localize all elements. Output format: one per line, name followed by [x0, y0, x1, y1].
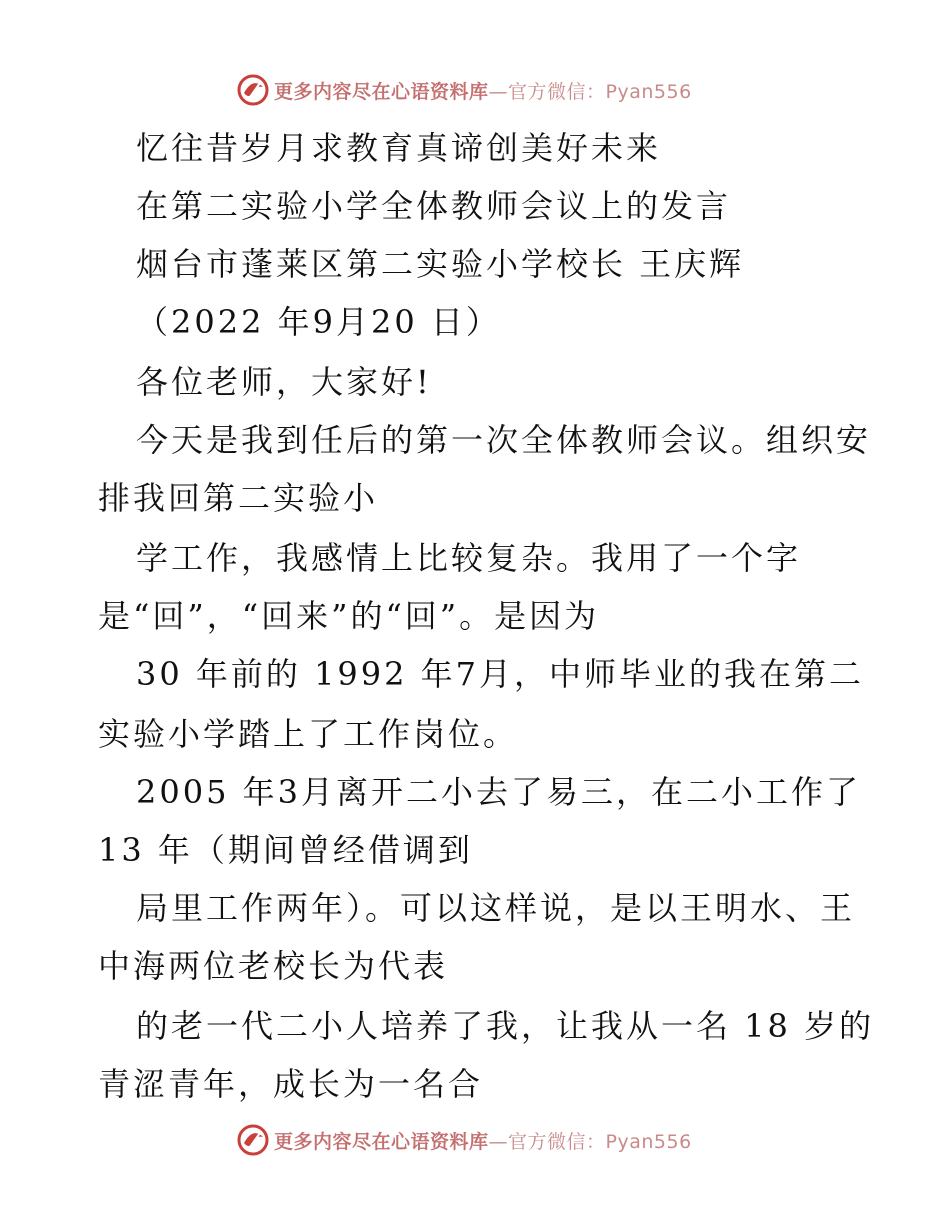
banner-brand: 更多内容尽在心语资料库 [274, 80, 489, 103]
header-banner [236, 72, 692, 108]
paragraph-line: 是“回”，“回来”的“回”。是因为 [98, 597, 600, 635]
paragraph-line: 的老一代二小人培养了我，让我从一名 18 岁的 [136, 1007, 875, 1045]
banner-wechat: —官方微信：Pyan556 [488, 1130, 692, 1153]
banner-text [274, 1127, 692, 1154]
banner-brand: 更多内容尽在心语资料库 [274, 1130, 489, 1153]
paragraph-line: 实验小学踏上了工作岗位。 [98, 715, 519, 753]
paragraph-line: 排我回第二实验小 [98, 479, 379, 517]
paragraph-line: 今天是我到任后的第一次全体教师会议。组织安 [136, 421, 872, 459]
red-swirl-logo-icon [236, 1123, 270, 1157]
paragraph-line: 30 年前的 1992 年7月，中师毕业的我在第二 [136, 655, 865, 693]
paragraph-line: 局里工作两年）。可以这样说，是以王明水、王 [136, 889, 856, 927]
doc-subtitle: 在第二实验小学全体教师会议上的发言 [136, 187, 732, 225]
banner-text [274, 77, 692, 104]
red-swirl-logo-icon [236, 73, 270, 107]
doc-date: （2022 年9月20 日） [136, 303, 501, 341]
banner-wechat: —官方微信：Pyan556 [488, 80, 692, 103]
paragraph-line: 各位老师，大家好! [136, 363, 432, 401]
paragraph-line: 青涩青年，成长为一名合 [98, 1065, 484, 1103]
paragraph-line: 学工作，我感情上比较复杂。我用了一个字 [136, 539, 802, 577]
paragraph-line: 13 年（期间曾经借调到 [98, 831, 473, 869]
doc-author: 烟台市蓬莱区第二实验小学校长 王庆辉 [136, 245, 745, 283]
paragraph-line: 2005 年3月离开二小去了易三，在二小工作了 [136, 773, 861, 811]
footer-banner [236, 1122, 692, 1158]
doc-title: 忆往昔岁月求教育真谛创美好未来 [136, 129, 662, 167]
paragraph-line: 中海两位老校长为代表 [98, 947, 449, 985]
